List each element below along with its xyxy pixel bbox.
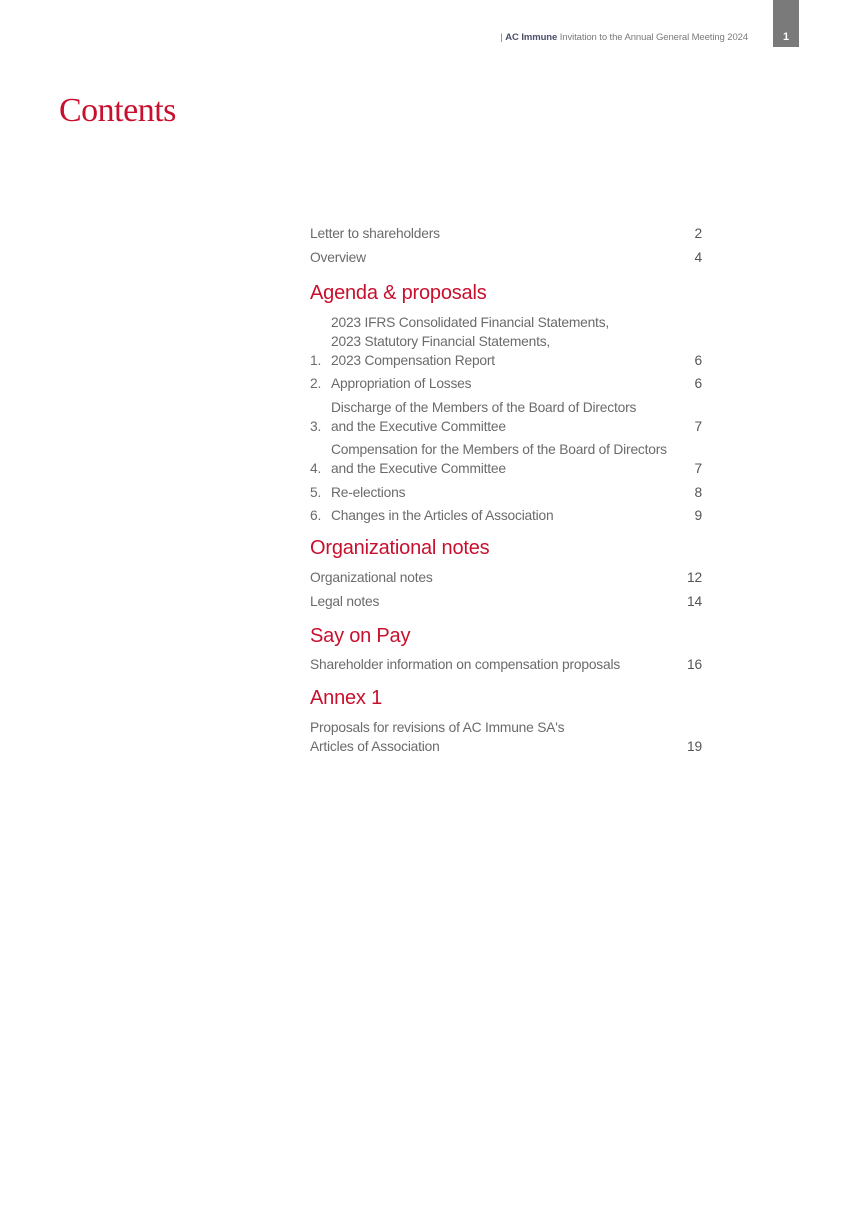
header-title: Invitation to the Annual General Meeting 2024 [559,32,748,43]
toc-entry-page: 9 [694,508,702,523]
header-brand: AC Immune [505,32,558,43]
toc-entry-label [331,313,672,370]
page-title: Contents [59,92,176,129]
toc-entry-label [310,718,672,756]
toc-entry-label: Overview [310,249,366,265]
toc-entry[interactable] [310,592,702,611]
page-number: 1 [782,31,790,43]
agenda-list [310,313,702,526]
toc-entry[interactable] [310,483,702,502]
toc-entry-label-line: and the Executive Committee [331,418,506,434]
organizational-list [310,568,702,611]
toc-entry-number: 5. [310,484,322,500]
toc-entry-number: 6. [310,508,322,523]
toc-entry[interactable] [310,248,702,267]
toc-entry-label-line: 2023 Compensation Report [331,352,495,368]
toc-entry-label: Letter to shareholders [310,226,440,241]
running-header [500,32,748,43]
toc-entry-page: 16 [687,656,702,672]
toc-section-annex [310,687,702,756]
toc-entry-label-line: Appropriation of Losses [331,376,472,391]
toc-entry-page: 8 [694,484,702,500]
toc-entry-label [331,398,672,436]
page-number-tab [773,0,799,47]
toc-entry-label: Shareholder information on compensation proposals [310,656,621,672]
toc-entry-label-line: Proposals for revisions of AC Immune SA's [310,719,565,735]
toc-entry-number: 2. [310,376,322,391]
toc-entry[interactable] [310,224,702,243]
toc-entry[interactable] [310,568,702,587]
toc-section-organizational [310,537,702,611]
toc-section-say-on-pay [310,625,702,674]
toc-entry-label [331,506,672,525]
toc-intro [310,224,702,267]
toc-entry-page: 14 [687,593,702,609]
toc-entry-page: 6 [694,376,702,391]
toc-entry[interactable] [310,398,702,436]
toc-entry-label: Organizational notes [310,570,433,585]
toc-entry-label: Legal notes [310,593,380,609]
toc-entry-label [331,483,672,502]
toc-entry-page: 12 [687,570,702,585]
toc-entry-label-line: Discharge of the Members of the Board of Directors [331,399,637,415]
toc-entry-label-line: 2023 IFRS Consolidated Financial Statements, [331,314,610,330]
table-of-contents [310,224,702,760]
toc-entry-number: 1. [310,352,322,368]
toc-section-agenda [310,282,702,526]
section-heading-say-on-pay: Say on Pay [310,624,411,647]
section-heading-agenda: Agenda & proposals [310,281,487,304]
toc-entry[interactable] [310,655,702,674]
toc-entry-label-line: Changes in the Articles of Association [331,508,554,523]
toc-entry-page: 7 [694,461,702,476]
toc-entry-label [331,440,672,478]
toc-entry-number: 3. [310,418,322,434]
toc-entry[interactable] [310,718,702,756]
annex-list [310,718,702,756]
toc-entry-label-line: Re-elections [331,484,406,500]
toc-entry-label-line: and the Executive Committee [331,461,506,476]
toc-entry-page: 19 [687,738,702,754]
header-separator: | [500,32,506,43]
section-heading-annex: Annex 1 [310,686,382,709]
toc-entry-page: 6 [694,352,702,368]
toc-entry-label-line: 2023 Statutory Financial Statements, [331,333,551,349]
toc-entry[interactable] [310,506,702,525]
toc-entry[interactable] [310,440,702,478]
toc-entry-label-line: Compensation for the Members of the Board of Directors [331,442,667,457]
toc-entry[interactable] [310,313,702,370]
toc-entry[interactable] [310,374,702,393]
toc-entry-page: 2 [694,226,702,241]
toc-entry-label [331,374,672,393]
say-on-pay-list [310,655,702,674]
toc-entry-number: 4. [310,461,322,476]
section-heading-organizational: Organizational notes [310,537,490,559]
toc-entry-label-line: Articles of Association [310,738,440,754]
toc-entry-page: 7 [694,418,702,434]
toc-entry-page: 4 [694,249,702,265]
